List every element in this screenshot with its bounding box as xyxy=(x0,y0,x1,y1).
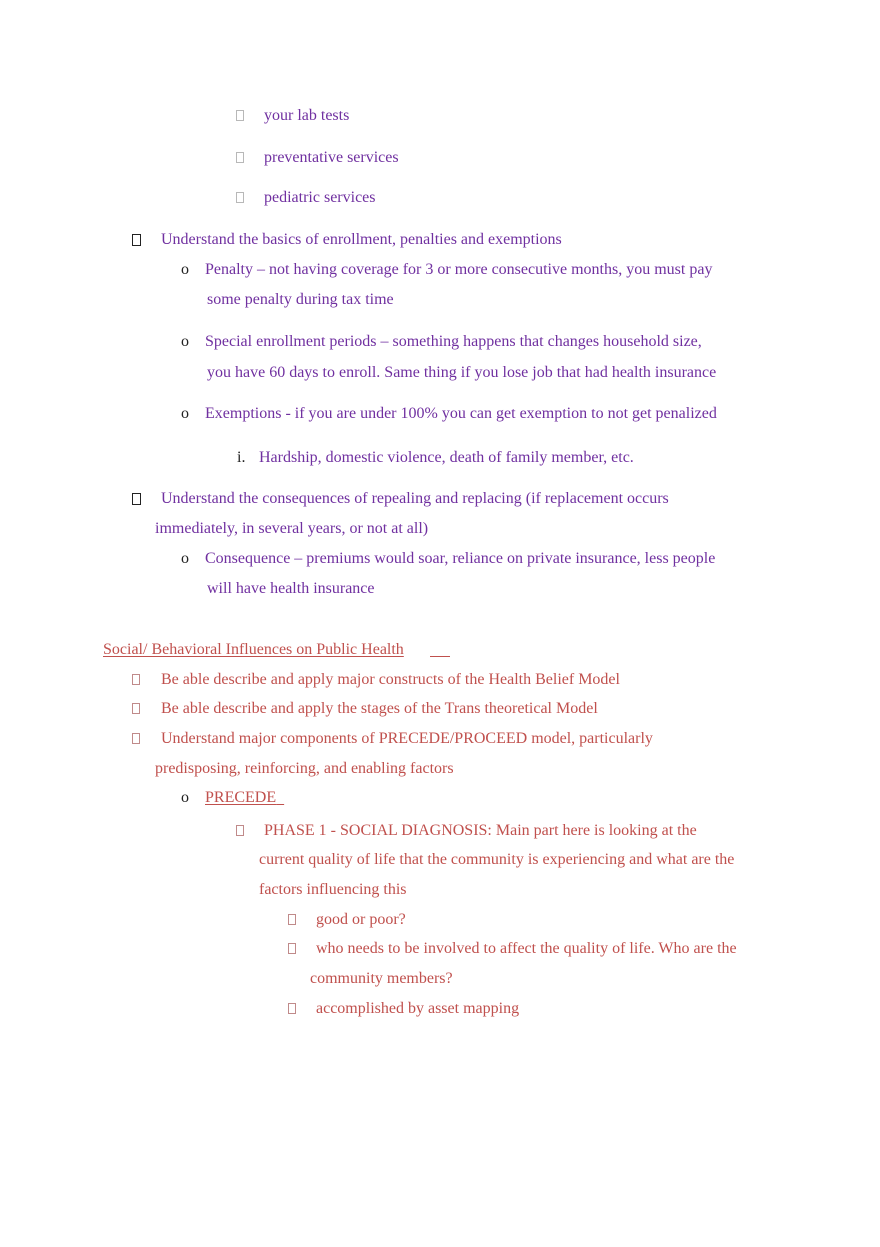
list-item: Be able describe and apply major constructs of the Health Belief Model xyxy=(161,671,620,688)
square-bullet-icon xyxy=(236,825,244,836)
section-heading: Understand the basics of enrollment, penalties and exemptions xyxy=(161,231,562,248)
list-item-line: current quality of life that the community is experiencing and what are the xyxy=(259,851,735,868)
square-bullet-icon xyxy=(288,943,296,954)
list-item: your lab tests xyxy=(264,107,350,124)
list-item-line: community members? xyxy=(310,970,453,987)
list-item: Be able describe and apply the stages of the Trans theoretical Model xyxy=(161,700,598,717)
circle-bullet-icon: o xyxy=(181,333,189,350)
circle-bullet-icon: o xyxy=(181,405,189,422)
square-bullet-icon xyxy=(132,493,141,505)
list-item-line: Understand major components of PRECEDE/PROCEED model, particularly xyxy=(161,730,653,747)
circle-bullet-icon: o xyxy=(181,789,189,806)
list-item-line: factors influencing this xyxy=(259,881,407,898)
list-item-line: predisposing, reinforcing, and enabling factors xyxy=(155,760,454,777)
list-item: pediatric services xyxy=(264,189,376,206)
list-item-line: accomplished by asset mapping xyxy=(316,1000,520,1017)
list-item-line: Hardship, domestic violence, death of family member, etc. xyxy=(259,449,634,466)
square-bullet-icon xyxy=(132,234,141,246)
square-bullet-icon xyxy=(288,914,296,925)
square-bullet-icon xyxy=(132,703,140,714)
list-item-line: Consequence – premiums would soar, reliance on private insurance, less people xyxy=(205,550,716,567)
square-bullet-icon xyxy=(132,674,140,685)
list-item: preventative services xyxy=(264,149,399,166)
list-item-line: you have 60 days to enroll. Same thing if you lose job that had health insurance xyxy=(207,364,717,381)
circle-bullet-icon: o xyxy=(181,550,189,567)
square-bullet-icon xyxy=(236,192,244,203)
roman-numeral-marker: i. xyxy=(237,449,246,466)
section-heading: Understand the consequences of repealing and replacing (if replacement occurs xyxy=(161,490,669,507)
list-item-line: will have health insurance xyxy=(207,580,375,597)
list-item-line: PHASE 1 - SOCIAL DIAGNOSIS: Main part here is looking at the xyxy=(264,822,697,839)
square-bullet-icon xyxy=(132,733,140,744)
section-heading: immediately, in several years, or not at all) xyxy=(155,520,429,537)
list-item-line: Special enrollment periods – something happens that changes household size, xyxy=(205,333,702,350)
section-title-text: Social/ Behavioral Influences on Public Health xyxy=(103,641,404,658)
square-bullet-icon xyxy=(236,152,244,163)
list-item-line: Exemptions - if you are under 100% you can get exemption to not get penalized xyxy=(205,405,717,422)
list-item-line: good or poor? xyxy=(316,911,406,928)
section-title xyxy=(103,640,404,660)
square-bullet-icon xyxy=(288,1003,296,1014)
precede-label-text: PRECEDE xyxy=(205,789,277,806)
list-item-line: Penalty – not having coverage for 3 or more consecutive months, you must pay xyxy=(205,261,713,278)
list-item-line: some penalty during tax time xyxy=(207,291,394,308)
subsection-label xyxy=(205,788,284,808)
underline-trail xyxy=(430,656,450,657)
square-bullet-icon xyxy=(236,110,244,121)
circle-bullet-icon: o xyxy=(181,261,189,278)
list-item-line: who needs to be involved to affect the quality of life. Who are the xyxy=(316,940,737,957)
